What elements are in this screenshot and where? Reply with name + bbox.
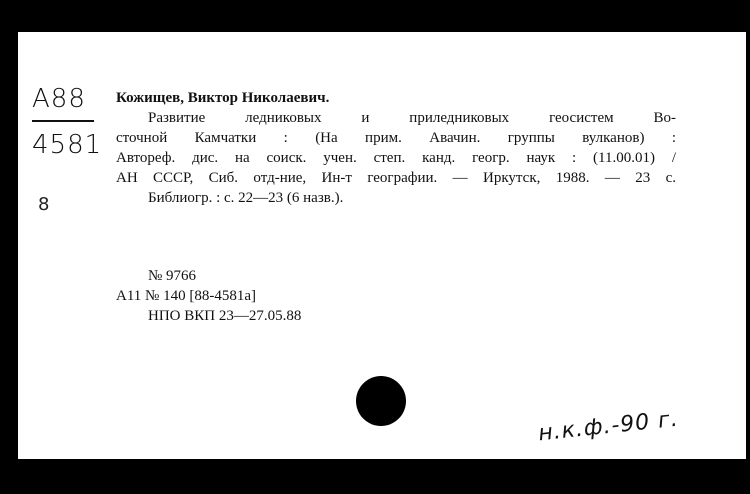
bibliography-note: Библиогр. : с. 22—23 (6 назв.). bbox=[148, 190, 344, 206]
shelfmark-bottom: 4581 bbox=[32, 130, 103, 160]
card-number: № 9766 bbox=[148, 268, 197, 284]
title-line-3: Автореф. дис. на соиск. учен. степ. канд. геогр. наук : (11.00.01) / bbox=[116, 150, 676, 166]
registration-stamp: НПО ВКП 23—27.05.88 bbox=[148, 308, 302, 324]
title-line-2: сточной Камчатки : (На прим. Авачин. группы вулканов) : bbox=[116, 130, 676, 146]
accession-number: A11 № 140 [88-4581a] bbox=[116, 288, 256, 304]
shelfmark-divider bbox=[32, 120, 94, 122]
author-heading: Кожищев, Виктор Николаевич. bbox=[116, 90, 330, 106]
punch-hole bbox=[356, 376, 406, 426]
catalog-card bbox=[18, 32, 746, 459]
handwritten-mark: 8 bbox=[38, 194, 50, 215]
handwritten-note: н.к.ф.-90 г. bbox=[537, 406, 680, 447]
shelfmark-top: A88 bbox=[32, 84, 86, 114]
title-line-1: Развитие ледниковых и приледниковых геосистем Во- bbox=[148, 110, 676, 126]
title-line-4: АН СССР, Сиб. отд-ние, Ин-т географии. — Иркутск, 1988. — 23 с. bbox=[116, 170, 676, 186]
